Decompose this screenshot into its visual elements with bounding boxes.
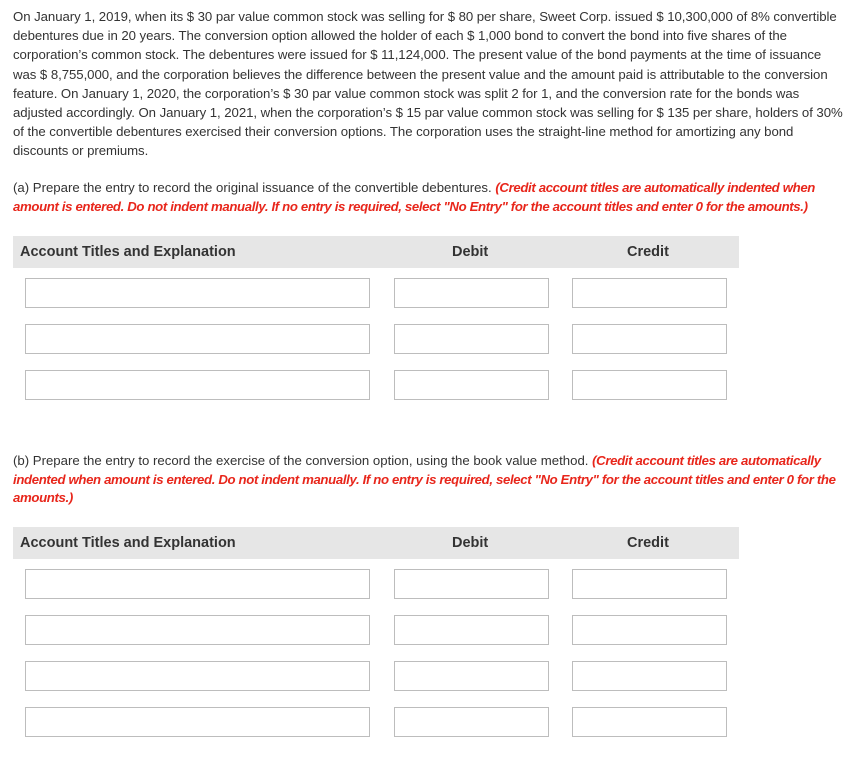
credit-input[interactable]	[572, 707, 727, 737]
debit-input[interactable]	[394, 278, 549, 308]
journal-table-b	[13, 527, 739, 753]
account-title-input[interactable]	[25, 707, 370, 737]
journal-row	[13, 278, 739, 324]
journal-header	[13, 527, 739, 559]
journal-row	[13, 569, 739, 615]
journal-row	[13, 324, 739, 370]
account-titles-header: Account Titles and Explanation	[20, 244, 236, 260]
debit-header: Debit	[452, 535, 489, 551]
debit-input[interactable]	[394, 707, 549, 737]
credit-input[interactable]	[572, 370, 727, 400]
credit-input[interactable]	[572, 324, 727, 354]
credit-input[interactable]	[572, 569, 727, 599]
credit-header: Credit	[627, 244, 669, 260]
part-b-instruction: (Credit account titles are automatically indented when amount is entered. Do not indent manually. If no entry is required, select "No Entry" for the account titles and enter 0 for the amounts.)	[13, 453, 836, 505]
part-a-prompt: (a) Prepare the entry to record the original issuance of the convertible debentures.	[13, 180, 496, 195]
account-title-input[interactable]	[25, 370, 370, 400]
journal-row	[13, 707, 739, 753]
credit-input[interactable]	[572, 661, 727, 691]
journal-table-a	[13, 236, 739, 416]
problem-statement: On January 1, 2019, when its $ 30 par value common stock was selling for $ 80 per share, Sweet Corp. issued $ 10,300,000 of 8% convertible debentures due in 20 years. The conversion option allowed the holder of each $ 1,000 bond to convert the bond into five shares of the corporation’s common stock. The debentures were issued for $ 11,124,000. The present value of the bond payments at the time of issuance was $ 8,755,000, and the corporation believes the difference between the present value and the amount paid is attributable to the conversion feature. On January 1, 2020, the corporation’s $ 30 par value common stock was split 2 for 1, and the conversion rate for the bonds was adjusted accordingly. On January 1, 2021, when the corporation’s $ 15 par value common stock was selling for $ 135 per share, holders of 30% of the convertible debentures exercised their conversion options. The corporation uses the straight-line method for amortizing any bond discounts or premiums.	[13, 9, 843, 159]
debit-input[interactable]	[394, 569, 549, 599]
part-a-question	[13, 179, 848, 216]
debit-header: Debit	[452, 244, 489, 260]
journal-row	[13, 615, 739, 661]
credit-input[interactable]	[572, 278, 727, 308]
part-a-instruction: (Credit account titles are automatically indented when amount is entered. Do not indent manually. If no entry is required, select "No Entry" for the account titles and enter 0 for the amounts.)	[13, 180, 816, 214]
part-b-prompt: (b) Prepare the entry to record the exercise of the conversion option, using the book value method.	[13, 453, 593, 468]
debit-input[interactable]	[394, 661, 549, 691]
credit-input[interactable]	[572, 615, 727, 645]
account-title-input[interactable]	[25, 661, 370, 691]
part-b-question	[13, 452, 848, 508]
account-title-input[interactable]	[25, 278, 370, 308]
credit-header: Credit	[627, 535, 669, 551]
account-title-input[interactable]	[25, 615, 370, 645]
debit-input[interactable]	[394, 615, 549, 645]
journal-header	[13, 236, 739, 268]
journal-row	[13, 370, 739, 416]
account-title-input[interactable]	[25, 569, 370, 599]
debit-input[interactable]	[394, 370, 549, 400]
journal-row	[13, 661, 739, 707]
account-titles-header: Account Titles and Explanation	[20, 535, 236, 551]
account-title-input[interactable]	[25, 324, 370, 354]
debit-input[interactable]	[394, 324, 549, 354]
